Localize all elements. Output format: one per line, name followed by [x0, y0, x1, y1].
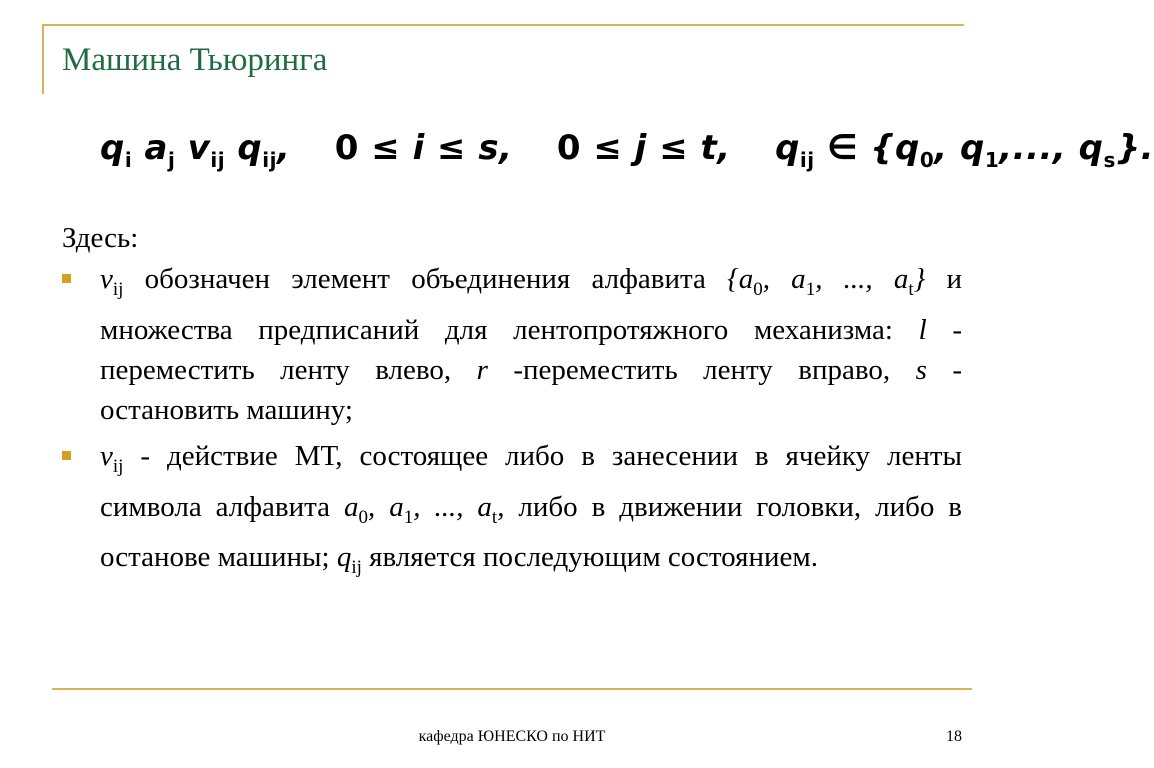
formula-part-4: $q_{ij}$ ∈ {$q_0$, $q_1$,..., $q_s$}.: [775, 128, 1154, 172]
page-number: 18: [946, 728, 962, 745]
var-s: s: [915, 353, 927, 386]
bullet-item-1: [62, 259, 962, 430]
bullet1-text-1: обозначен элемент объединения алфавита: [123, 263, 728, 295]
bullet1-text-3: - переместить ленту влево,: [100, 313, 962, 386]
alphabet-symbols: $a_0$, $a_1$, ..., $a_t$,: [344, 490, 505, 528]
bullet1-text-2: и множества предписаний для лентопротяжного механизма:: [100, 263, 963, 346]
slide-body: [62, 218, 962, 594]
var-q: q: [336, 541, 352, 574]
formula-part-2: 0 ≤ i ≤ s,: [334, 128, 513, 168]
var-v: v: [100, 263, 113, 295]
slide-title: Машина Тьюринга: [62, 42, 328, 78]
bullet-square-icon: [62, 274, 71, 283]
formula-part-1: $q_i$ $a_j$ $v_{ij}$ $q_{ij}$,: [100, 128, 291, 172]
bullet-item-2: [62, 436, 962, 588]
footer-text: кафедра ЮНЕСКО по НИТ: [418, 728, 606, 745]
top-rule: [42, 24, 964, 26]
bullet2-text-2: либо в движении головки, либо в останове машины;: [100, 490, 963, 574]
bullet1-text-5: - остановить машину;: [100, 353, 962, 426]
var-l: l: [918, 313, 927, 346]
bullet2-text-3: является последующим состоянием.: [361, 541, 818, 574]
bullet2-text-1: - действие МТ, состоящее либо в занесении в ячейку ленты символа алфавита: [100, 439, 962, 523]
formula-part-3: 0 ≤ j ≤ t,: [556, 128, 731, 168]
var-q-sub: ij: [351, 557, 362, 579]
bullet1-text-4: -переместить ленту вправо,: [487, 353, 916, 386]
var-v: v: [100, 439, 113, 472]
left-rule: [42, 24, 44, 94]
intro-text: Здесь:: [62, 222, 139, 254]
var-v-sub: ij: [112, 278, 124, 300]
var-r: r: [476, 353, 488, 386]
bullet-square-icon: [62, 451, 71, 460]
alphabet-set: {$a_0$, $a_1$, ..., $a_t$}: [727, 263, 926, 300]
var-v-sub: ij: [112, 455, 124, 477]
bottom-rule: [52, 688, 972, 690]
formula: [100, 128, 1154, 172]
